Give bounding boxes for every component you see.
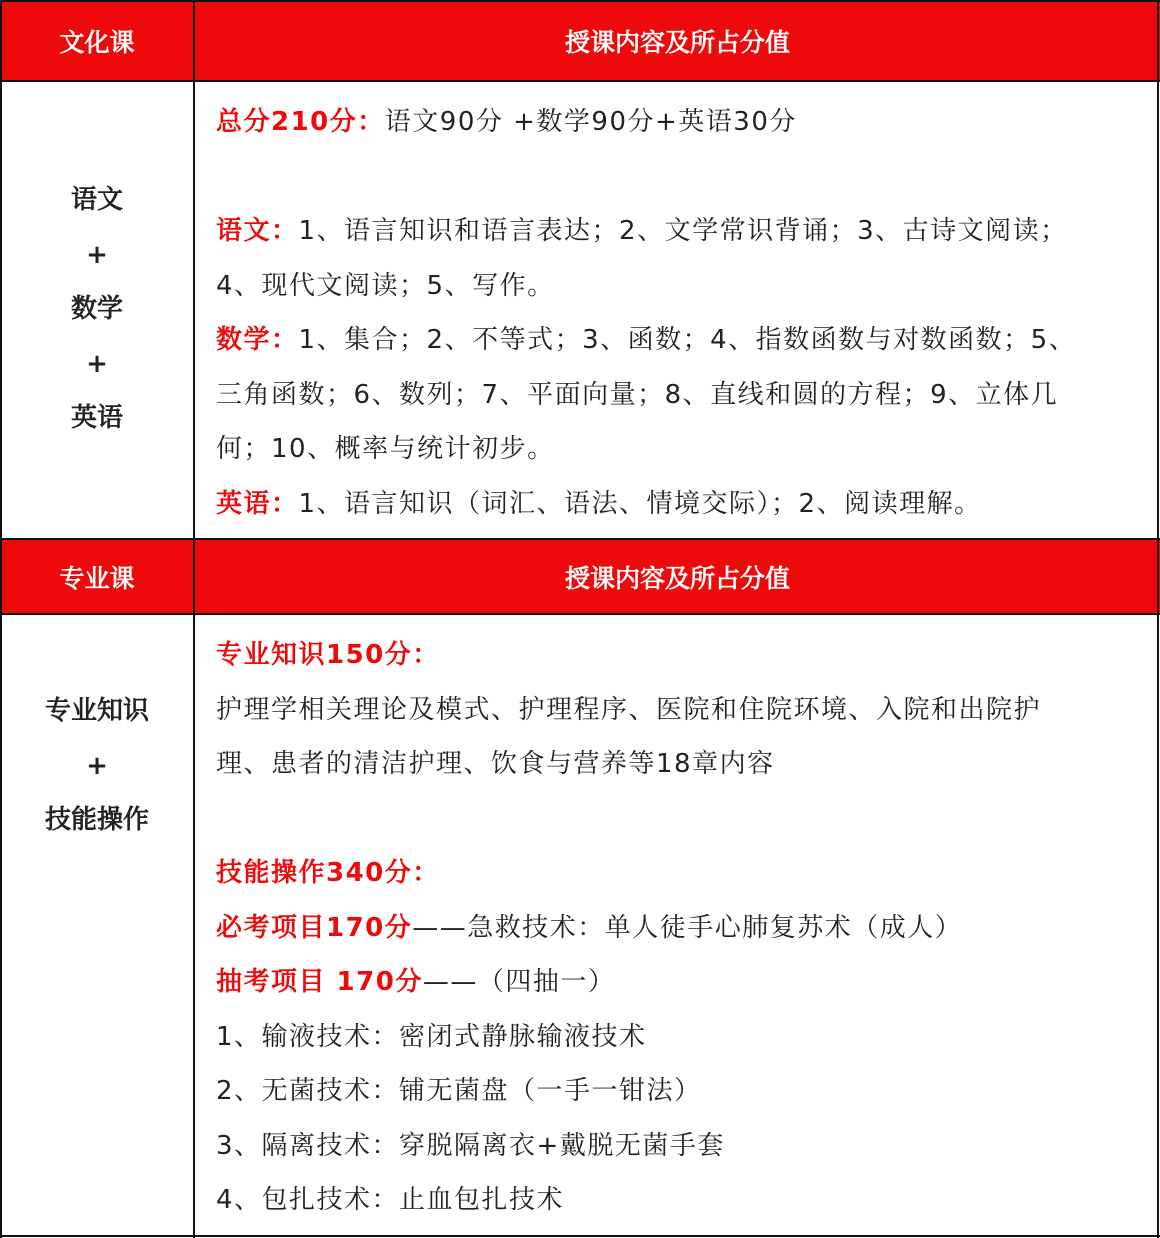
column-divider <box>193 0 195 1238</box>
total-score-text: 语文90分 +数学90分+英语30分 <box>384 107 797 137</box>
row-divider-3 <box>0 613 1160 615</box>
required-label: 必考项目170分 <box>216 912 413 943</box>
subject-english: 英语 <box>70 403 123 434</box>
table-border-top <box>0 0 1160 2</box>
row-divider-2 <box>0 538 1160 540</box>
subject-chinese: 语文 <box>70 185 123 216</box>
total-score-line <box>216 95 1136 150</box>
chinese-label: 语文： <box>216 216 299 246</box>
subject-skill-operation: 技能操作 <box>44 805 149 835</box>
english-line <box>216 477 1136 532</box>
subject-professional-knowledge: 专业知识 <box>44 696 149 726</box>
table-border-left <box>0 0 2 1238</box>
required-item-line <box>216 901 1136 956</box>
chinese-line-1 <box>216 204 1136 259</box>
header-culture-course: 文化课 <box>0 0 194 81</box>
blank-line <box>216 150 1136 205</box>
skill-label: 技能操作340分： <box>216 858 440 888</box>
total-score-label: 总分210分： <box>216 107 385 137</box>
plus-sign: + <box>86 239 108 270</box>
subject-math: 数学 <box>70 294 123 325</box>
table-border-bottom <box>0 1235 1160 1237</box>
knowledge-line-1: 护理学相关理论及模式、护理程序、医院和住院环境、入院和出院护 <box>216 694 1042 725</box>
skill-item: 1、输液技术：密闭式静脉输液技术 <box>216 1021 647 1052</box>
knowledge-label: 专业知识150分： <box>216 640 440 670</box>
chinese-text-1: 1、语言知识和语言表达；2、文学常识背诵；3、古诗文阅读； <box>298 216 1068 246</box>
knowledge-line-2: 理、患者的清洁护理、饮食与营养等18章内容 <box>216 749 775 779</box>
plus-sign: + <box>86 750 108 781</box>
header-professional-course: 专业课 <box>0 539 194 614</box>
math-line-1 <box>216 313 1136 368</box>
header-content-score-1: 授课内容及所占分值 <box>195 0 1160 81</box>
english-label: 英语： <box>216 488 299 519</box>
professional-content-cell <box>216 628 1136 1228</box>
math-label: 数学： <box>216 325 299 355</box>
plus-sign: + <box>86 348 108 379</box>
draw-text: ——（四抽一） <box>422 967 616 997</box>
draw-label: 抽考项目 170分 <box>216 967 423 997</box>
header-content-score-2: 授课内容及所占分值 <box>195 539 1160 614</box>
culture-content-cell <box>216 95 1136 535</box>
english-text: 1、语言知识（词汇、语法、情境交际）；2、阅读理解。 <box>298 488 982 519</box>
draw-item-line <box>216 955 1136 1010</box>
blank-line <box>216 792 1136 847</box>
math-line-3: 何；10、概率与统计初步。 <box>216 434 555 464</box>
row-divider-1 <box>0 80 1160 82</box>
math-line-2: 三角函数；6、数列；7、平面向量；8、直线和圆的方程；9、立体几 <box>216 379 1059 410</box>
required-text: ——急救技术：单人徒手心肺复苏术（成人） <box>412 912 963 943</box>
skill-item: 4、包扎技术：止血包扎技术 <box>216 1185 565 1215</box>
professional-subjects-cell <box>0 684 194 924</box>
table-border-right <box>1157 0 1159 1238</box>
skill-item: 2、无菌技术：铺无菌盘（一手一钳法） <box>216 1076 702 1106</box>
chinese-line-2: 4、现代文阅读；5、写作。 <box>216 270 555 301</box>
math-text-1: 1、集合；2、不等式；3、函数；4、指数函数与对数函数；5、 <box>298 325 1077 355</box>
culture-subjects-cell <box>0 81 194 538</box>
skill-item: 3、隔离技术：穿脱隔离衣+戴脱无菌手套 <box>216 1130 725 1161</box>
